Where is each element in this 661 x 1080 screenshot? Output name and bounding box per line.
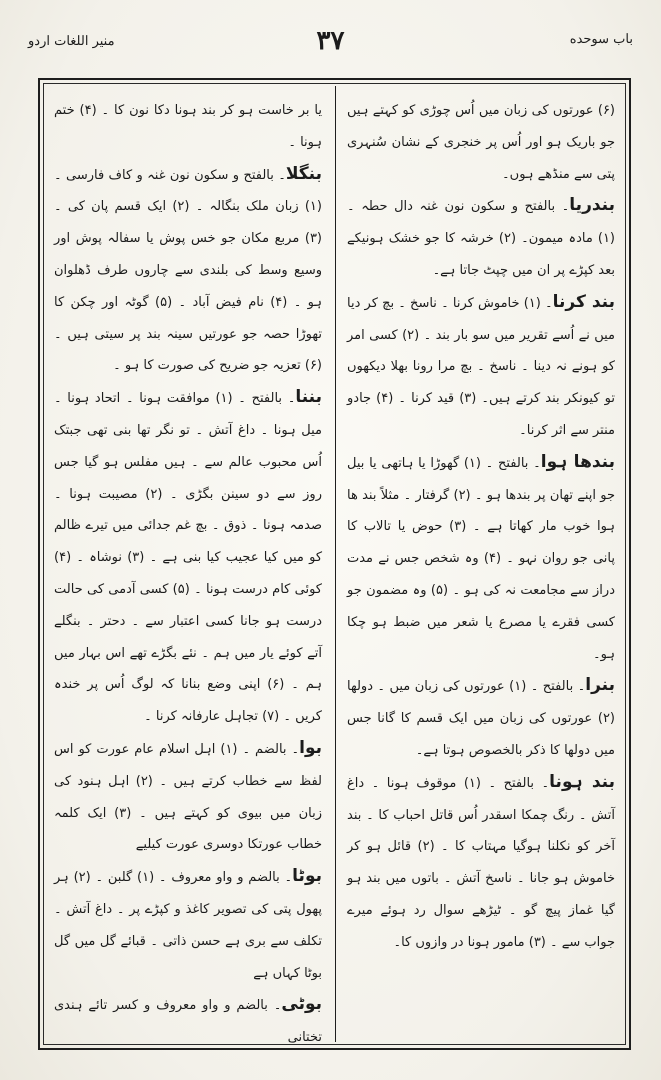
dictionary-entry [347,190,615,286]
entry-headword: بندھا ہوا [540,451,615,472]
dictionary-entry [54,861,322,989]
entry-text: ۔ بالفتح ۔ (۱) عورتوں کی زبان میں ۔ دولھا (۲) عورتوں کی زبان میں ایک قسم کا گانا جس میں دولھا کا ذکر بالخصوص ہوتا ہے۔ [347,679,615,758]
entry-text: ۔ بالفتح ۔ (۱) موافقت ہونا ۔ اتحاد ہونا ۔ میل ہونا ۔ داغ آتش ۔ تو نگر تھا بنی تھی جبتک اُس محبوب عالم سے ۔ ہیں مفلس ہو گیا جس روز سے دو سینن بگڑی ۔ (۲) مصیبت ہونا ۔ صدمہ ہونا ۔ ذوق ۔ بچ غم جدائی میں تیرے ظالم کو میں کیا عجیب کیا بنی ہے ۔ (۳) نوشاہ ۔ (۴) کوئی کام درست ہونا ۔ (۵) کسی آدمی کی حالت درست ہو جانا کسی اعتبار سے ۔ دحتر ۔ بنگلے آتے کوئے یار میں ہم ۔ نئے بگڑے تھے اس بہار میں ہم ۔ (۶) اپنی وضع بنانا کہ لوگ اُس پر خندہ کریں ۔ (۷) تجاہل عارفانہ کرنا ۔ [54,391,323,725]
entry-headword: بوٹا [292,866,322,887]
dictionary-entry [347,287,615,447]
entry-text: ۔ بالفتح ۔ (۱) موقوف ہونا ۔ داغ آتش ۔ رنگ چمکا اسقدر اُس قاتل احباب کا ۔ بند آخر کو نکلنا ہوگیا مہتاب کا ۔ (۲) قائل ہو کر خاموش ہو جانا ۔ ناسخ آتش ۔ باتوں میں بند ہو گیا غماز پیچ گو ۔ ٹیڑھے سوال رد ہوئے میرے جواب سے ۔ (۳) مامور ہونا در وازوں کا۔ [347,775,615,950]
entry-text: ۔ بالضم ۔ (۱) اہل اسلام عام عورت کو اس لفظ سے خطاب کرتے ہیں ۔ (۲) اہل ہنود کی زبان میں بیوی کو کہتے ہیں ۔ (۳) ایک کلمہ خطاب عورتکا دوسری عورت کیلیے [54,741,323,853]
chapter-title: باب سوحده [569,32,633,47]
entry-headword: بوٹی [281,994,322,1015]
entry-text: ۔ بالفتح ۔ (۱) گھوڑا یا ہاتھی یا بیل جو اپنے تھان پر بندھا ہو ۔ (۲) گرفتار ۔ مثلاً بند ھا ہوا خوب مار کھاتا ہے ۔ (۳) حوض یا تالاب کا پانی جو روان نہو ۔ (۴) وہ شخص جس نے مدت دراز سے مجامعت نہ کی ہو ۔ (۵) وہ مضمون جو کسی فقرے یا مصرع یا شعر میں ضبط ہو چکا ہو۔ [347,455,616,662]
entry-text: ۔ بالضم و واو معروف و کسر تائے ہندی تختانی [54,998,322,1046]
dictionary-entry [54,733,322,861]
entry-text: ۔ بالضم و واو معروف ۔ (۱) گلبن ۔ (۲) ہر پھول پتی کی تصویر کاغذ و کپڑے پر ۔ داغ آتش ۔ تکلف سے بری ہے حسن ذاتی ۔ قبائے گل میں گل بوٹا کہاں ہے [54,870,322,981]
dictionary-entry [347,767,615,959]
entry-headword: بننا [295,387,322,408]
entry-text: ۔ بالفتح و سکون نون غنہ دال حطہ ۔ (۱) مادہ میمون۔ (۲) خرشہ کا جو خشک ہونیکے بعد کپڑے پر ان میں چپٹ جاتا ہے۔ [347,199,615,278]
dictionary-entry [54,382,322,733]
book-title: منیر اللغات اردو [28,34,115,49]
entry-headword: بند کرنا [552,291,615,312]
dictionary-entry [347,447,615,671]
entry-text: ۔ (۱) خاموش کرنا ۔ ناسخ ۔ بچ کر دیا میں نے اُسے تقریر میں سو بار بند ۔ (۲) کسی امر کو ہونے نہ دینا ۔ ناسخ ۔ بچ مرا رونا بھلا دیکھوں تو کیونکر بند کرتے ہیں۔ (۳) قید کرنا ۔ (۴) جادو منتر سے اثر کرنا۔ [347,295,615,438]
entry-text: یا بر خاست ہو کر بند ہونا دکا نون کا ۔ (۴) ختم ہونا ۔ [54,103,322,150]
running-header [28,26,633,66]
entry-headword: بنرا [585,675,615,696]
entry-headword: بوا [299,737,322,758]
dictionary-entry [54,989,322,1054]
dictionary-entry [54,94,322,159]
entry-headword: بندریا [569,195,615,216]
page-number: ۳۷ [316,26,345,56]
right-column [347,94,615,1034]
column-divider [335,86,336,1042]
left-column [54,94,323,1046]
entry-text: ۔ بالفتح و سکون نون غنہ و کاف فارسی ۔ (۱) زبان ملک بنگالہ ۔ (۲) ایک قسم پان کی ۔ (۳) مربع مکان جو خس پوش یا سفالہ پوش اور وسیع وسط کی بلندی سے چاروں طرف ڈھلوان ہو ۔ (۴) نام فیض آباد ۔ (۵) گوٹہ اور چکن کا تھوڑا حصہ جو عورتیں سینہ بند پر سیتی ہیں ۔ (۶) تعزیہ جو ضریح کی صورت کا ہو ۔ [54,167,323,374]
entry-headword: بند ہونا [549,771,615,792]
dictionary-entry [347,670,615,766]
dictionary-entry [54,159,322,383]
entry-headword: بنگلا [285,163,322,184]
dictionary-entry [347,94,615,190]
entry-text: (۶) عورتوں کی زبان میں اُس چوڑی کو کہتے ہیں جو باریک ہو اور اُس پر خنجری کے نشان سُنہری پتی سے منڈھے ہوں۔ [347,103,615,182]
text-frame [38,78,631,1050]
